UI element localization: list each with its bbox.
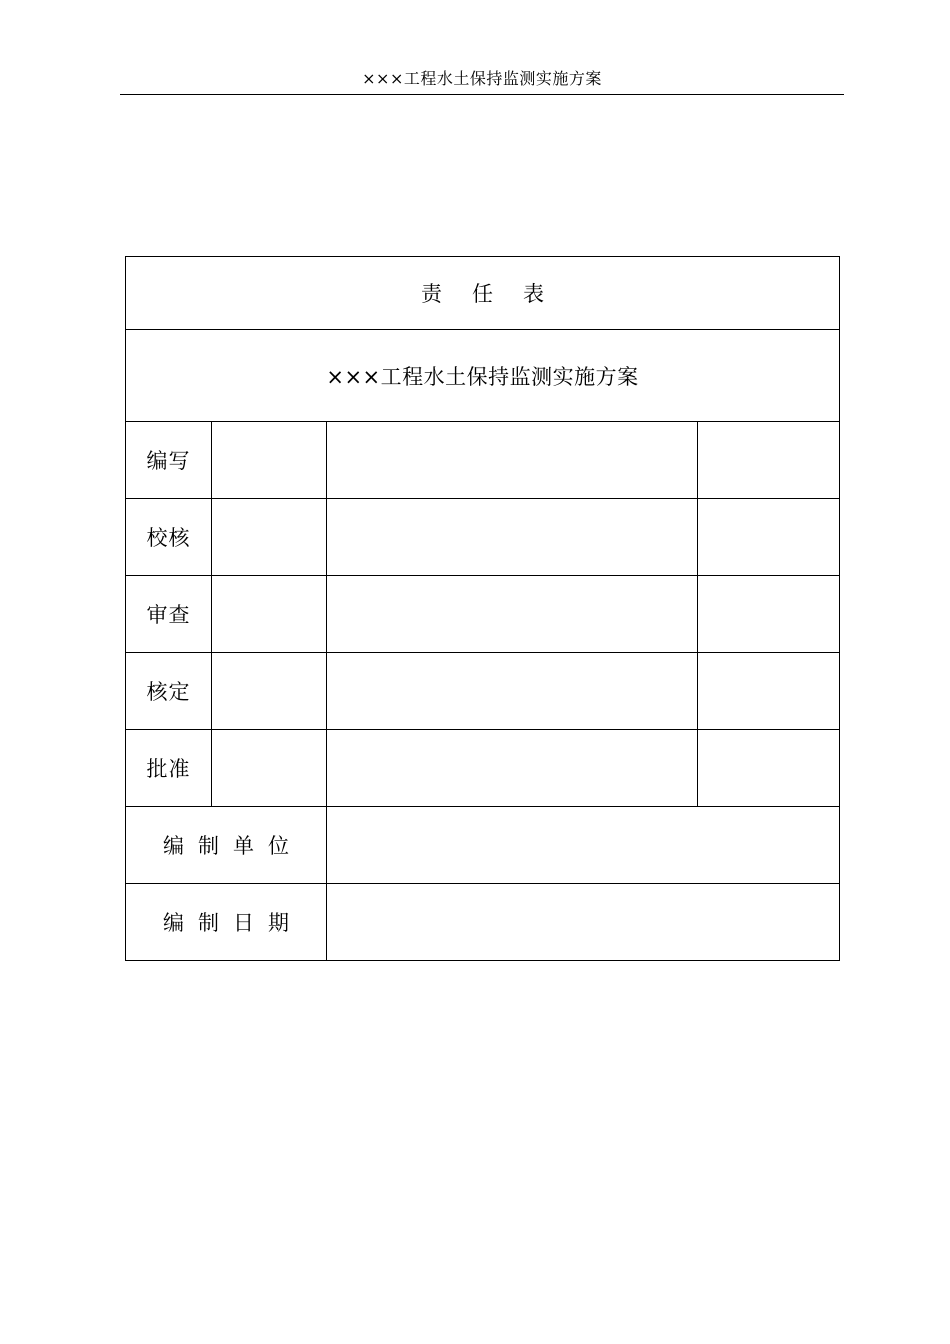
role-label: 编写 [126, 422, 212, 499]
table-title-row [126, 257, 840, 330]
table-row-check [126, 499, 840, 576]
table-row-approve [126, 730, 840, 807]
role-name-cell [212, 422, 327, 499]
table-row-unit [126, 807, 840, 884]
unit-label: 编制单位 [126, 807, 327, 884]
table-row-compile [126, 422, 840, 499]
role-title-cell [327, 422, 698, 499]
role-label: 核定 [126, 653, 212, 730]
role-signature-cell [698, 422, 840, 499]
table-row-date [126, 884, 840, 961]
role-label: 批准 [126, 730, 212, 807]
date-value-cell [327, 884, 840, 961]
role-signature-cell [698, 730, 840, 807]
table-title: 责任表 [126, 257, 840, 330]
project-name-row [126, 330, 840, 422]
table-row-review [126, 576, 840, 653]
role-title-cell [327, 576, 698, 653]
role-name-cell [212, 576, 327, 653]
table-row-verify [126, 653, 840, 730]
role-label: 审查 [126, 576, 212, 653]
role-name-cell [212, 730, 327, 807]
role-title-cell [327, 499, 698, 576]
role-name-cell [212, 653, 327, 730]
role-name-cell [212, 499, 327, 576]
role-title-cell [327, 653, 698, 730]
role-signature-cell [698, 653, 840, 730]
responsibility-table [125, 256, 840, 961]
role-signature-cell [698, 576, 840, 653]
role-signature-cell [698, 499, 840, 576]
date-label: 编制日期 [126, 884, 327, 961]
unit-value-cell [327, 807, 840, 884]
role-label: 校核 [126, 499, 212, 576]
role-title-cell [327, 730, 698, 807]
project-name: ×××工程水土保持监测实施方案 [126, 330, 840, 422]
running-header: ×××工程水土保持监测实施方案 [120, 66, 844, 95]
